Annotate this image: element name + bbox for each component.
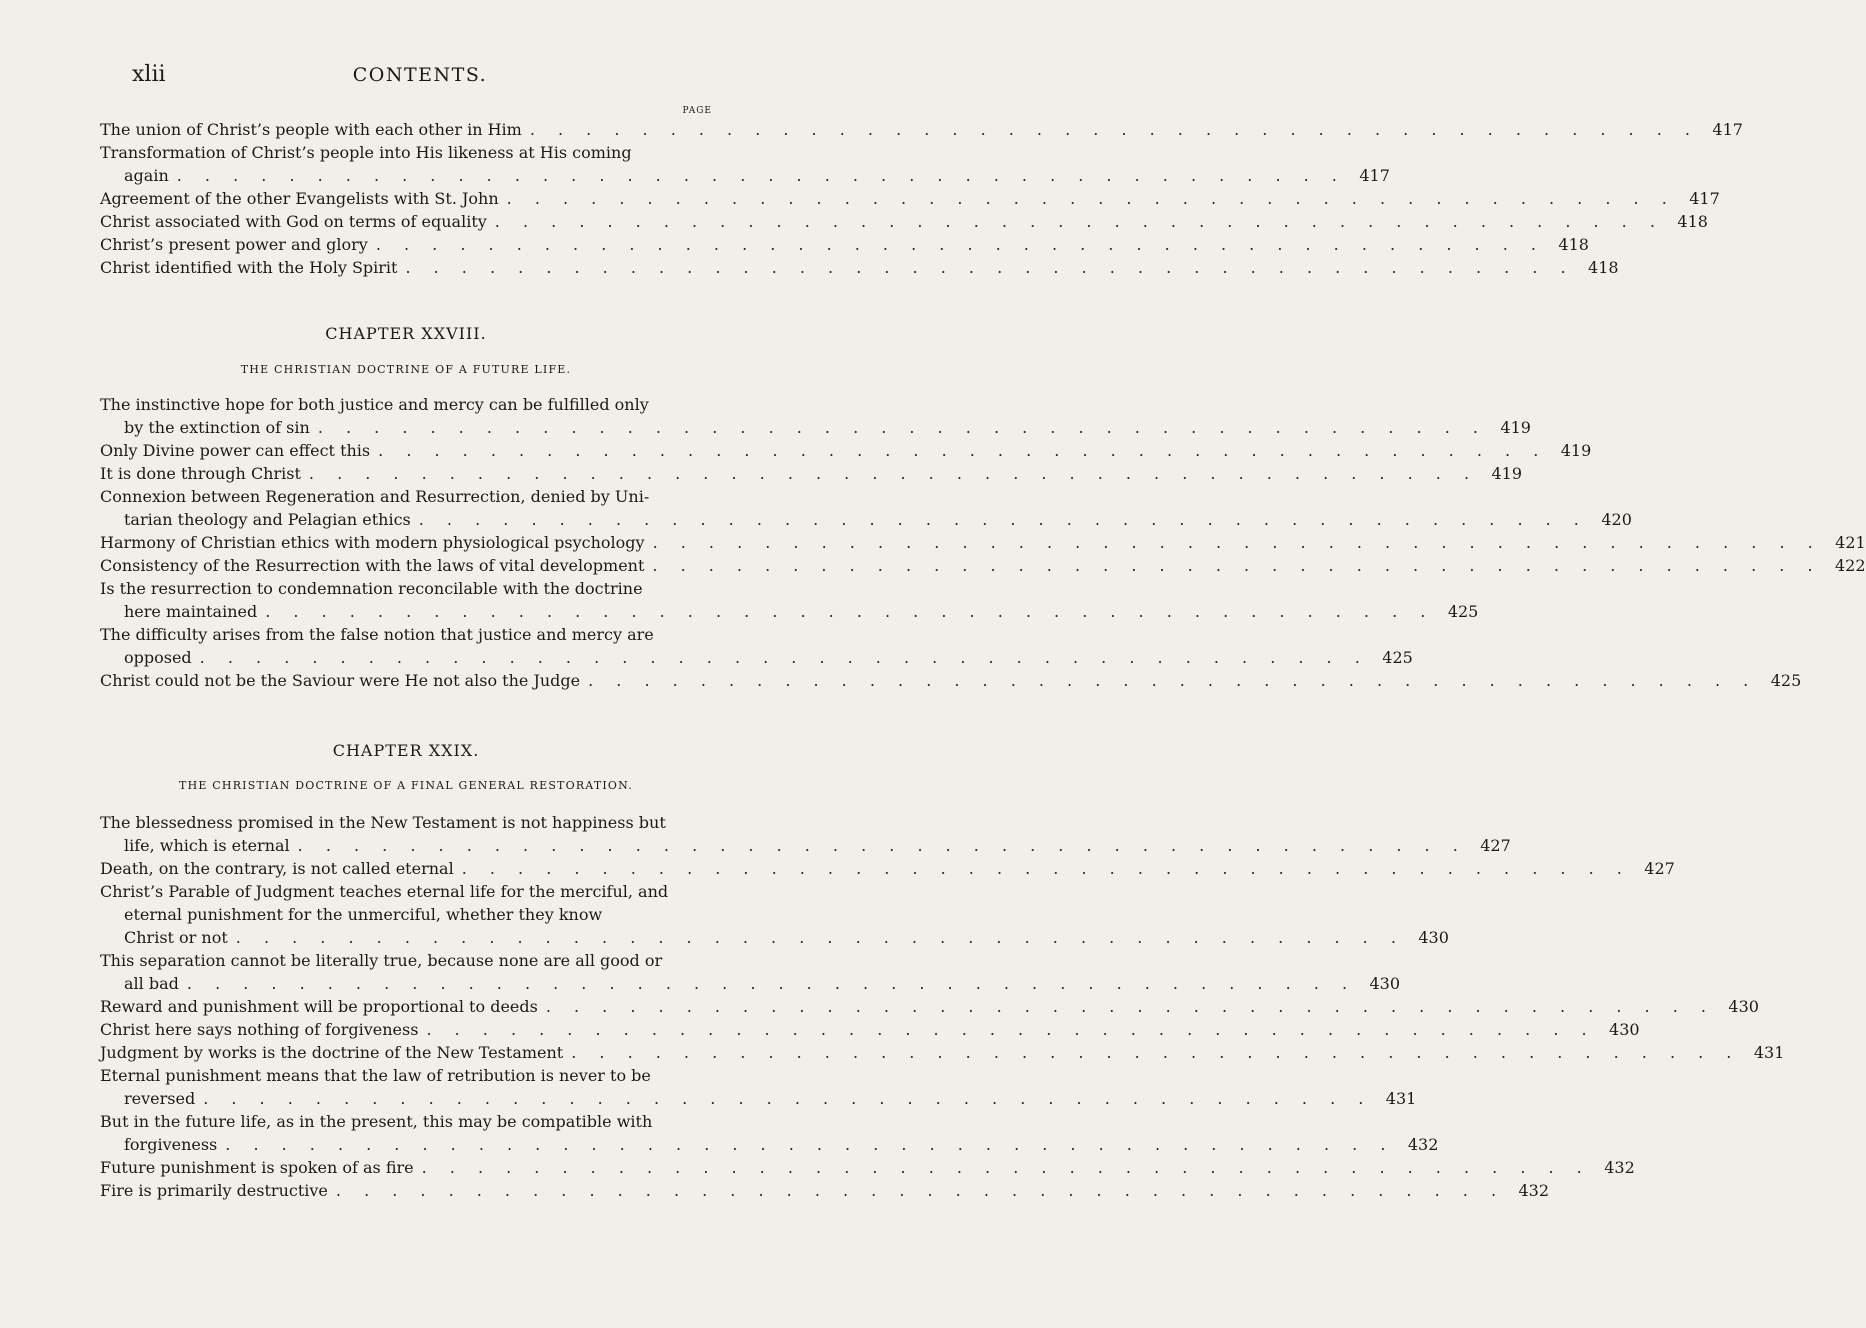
toc-entry-line: [100, 416, 1531, 439]
toc-entry: [100, 141, 1390, 187]
dot-leader: . . . . . . . . . . . . . . . . . . . . . . . . . . . . . . . . . . . . . . . . . .: [378, 441, 1548, 460]
chapter-29-subtitle: THE CHRISTIAN DOCTRINE OF A FINAL GENERAL RESTORATION.: [179, 779, 633, 792]
toc-entry: [100, 210, 1708, 233]
toc-page-number: 418: [1558, 235, 1589, 254]
dot-leader: . . . . . . . . . . . . . . . . . . . . . . . . . . . . . . . . . . . . . . . . . .: [506, 189, 1676, 208]
running-title: CONTENTS.: [352, 64, 488, 86]
toc-entry-text: Harmony of Christian ethics with modern physiological psychology: [100, 533, 645, 552]
toc-entry-line: [100, 669, 1802, 692]
toc-entry: [100, 485, 1632, 531]
toc-entry-text: Christ here says nothing of forgiveness: [100, 1020, 419, 1039]
toc-entry-text: But in the future life, as in the present, this may be compatible with: [100, 1112, 653, 1131]
toc-entry-text: Agreement of the other Evangelists with St. John: [100, 189, 499, 208]
toc-entry: [100, 118, 1743, 141]
toc-entry-text: This separation cannot be literally true, because none are all good or: [100, 951, 663, 970]
toc-entry-text: here maintained: [124, 602, 258, 621]
toc-entry-line: [100, 834, 1511, 857]
toc-entry-text: again: [124, 166, 169, 185]
toc-entry: [100, 623, 1413, 669]
toc-page-number: 427: [1480, 836, 1511, 855]
toc-entry-text: The instinctive hope for both justice and mercy can be fulfilled only: [100, 395, 649, 414]
chapter-28-title: CHAPTER XXVIII.: [325, 324, 487, 343]
toc-entry-line: [100, 118, 1743, 141]
toc-entry: [100, 187, 1720, 210]
toc-page-number: 430: [1609, 1020, 1640, 1039]
toc-entry-line: [100, 1156, 1635, 1179]
contents-list-chapter-28: [100, 393, 1866, 692]
toc-entry-text: by the extinction of sin: [124, 418, 310, 437]
toc-entry-line: [100, 485, 712, 508]
toc-entry-line: [100, 1087, 1417, 1110]
toc-entry-text: Christ’s present power and glory: [100, 235, 368, 254]
toc-entry-line: [100, 577, 712, 600]
dot-leader: . . . . . . . . . . . . . . . . . . . . . . . . . . . . . . . . . . . . . . . . . .: [652, 533, 1822, 552]
toc-entry-line: [100, 531, 1866, 554]
toc-entry-line: [100, 646, 1413, 669]
toc-entry-text: tarian theology and Pelagian ethics: [124, 510, 411, 529]
dot-leader: . . . . . . . . . . . . . . . . . . . . . . . . . . . . . . . . . . . . . . . . . .: [375, 235, 1545, 254]
dot-leader: . . . . . . . . . . . . . . . . . . . . . . . . . . . . . . . . . . . . . . . . . .: [186, 974, 1357, 993]
toc-entry-text: Christ associated with God on terms of equality: [100, 212, 487, 231]
toc-page-number: 431: [1385, 1089, 1417, 1108]
toc-page-number: 430: [1728, 997, 1759, 1016]
page-column-label: PAGE: [682, 106, 712, 116]
toc-entry-line: [100, 210, 1708, 233]
toc-page-number: 425: [1770, 671, 1802, 690]
toc-entry: [100, 1064, 1417, 1110]
toc-entry-text: Transformation of Christ’s people into His likeness at His coming: [100, 143, 632, 162]
toc-page-number: 419: [1560, 441, 1592, 460]
toc-entry-text: The union of Christ’s people with each other in Him: [100, 120, 522, 139]
toc-entry-line: [100, 857, 1675, 880]
toc-entry-text: Christ identified with the Holy Spirit: [100, 258, 398, 277]
contents-list-top: [100, 118, 1743, 279]
toc-entry: [100, 857, 1675, 880]
toc-entry: [100, 256, 1619, 279]
dot-leader: . . . . . . . . . . . . . . . . . . . . . . . . . . . . . . . . . . . . . . . . . .: [545, 997, 1715, 1016]
toc-page-number: 419: [1491, 464, 1523, 483]
toc-entry-line: [100, 949, 712, 972]
toc-entry: [100, 880, 1449, 949]
dot-leader: . . . . . . . . . . . . . . . . . . . . . . . . . . . . . . . . . . . . . . . . . .: [335, 1181, 1506, 1200]
toc-entry-text: It is done through Christ: [100, 464, 301, 483]
page-number: xlii: [132, 62, 166, 87]
toc-entry-line: [100, 600, 1479, 623]
toc-page-number: 432: [1407, 1135, 1439, 1154]
dot-leader: . . . . . . . . . . . . . . . . . . . . . . . . . . . . . . . . . . . . . . . . . .: [571, 1043, 1741, 1062]
toc-entry: [100, 1018, 1640, 1041]
toc-entry-line: [100, 554, 1866, 577]
toc-entry: [100, 1156, 1635, 1179]
toc-entry-text: Christ or not: [124, 928, 228, 947]
dot-leader: . . . . . . . . . . . . . . . . . . . . . . . . . . . . . . . . . . . . . . . . . .: [461, 859, 1631, 878]
toc-page-number: 417: [1359, 166, 1390, 185]
chapter-28-subtitle: THE CHRISTIAN DOCTRINE OF A FUTURE LIFE.: [240, 363, 572, 376]
toc-page-number: 427: [1644, 859, 1675, 878]
toc-entry-line: [100, 1110, 712, 1133]
toc-entry: [100, 1041, 1785, 1064]
toc-entry-line: [100, 903, 712, 926]
toc-entry-text: Death, on the contrary, is not called eternal: [100, 859, 454, 878]
toc-entry-line: [100, 1179, 1550, 1202]
toc-page-number: 430: [1418, 928, 1449, 947]
toc-entry-text: Reward and punishment will be proportional to deeds: [100, 997, 538, 1016]
contents-list-chapter-29: [100, 811, 1785, 1202]
toc-page-number: 418: [1677, 212, 1708, 231]
toc-page-number: 419: [1500, 418, 1531, 437]
toc-entry-line: [100, 1133, 1439, 1156]
toc-page-number: 431: [1753, 1043, 1785, 1062]
toc-entry-line: [100, 995, 1759, 1018]
toc-page-number: 417: [1712, 120, 1743, 139]
toc-entry-text: eternal punishment for the unmerciful, whether they know: [124, 905, 603, 924]
toc-entry-line: [100, 164, 1390, 187]
dot-leader: . . . . . . . . . . . . . . . . . . . . . . . . . . . . . . . . . . . . . . . . . .: [418, 510, 1588, 529]
toc-entry-line: [100, 1041, 1785, 1064]
dot-leader: . . . . . . . . . . . . . . . . . . . . . . . . . . . . . . . . . . . . . . . . . .: [529, 120, 1699, 139]
toc-entry: [100, 531, 1866, 554]
toc-entry-line: [100, 256, 1619, 279]
toc-entry-text: The blessedness promised in the New Testament is not happiness but: [100, 813, 666, 832]
toc-entry-line: [100, 439, 1592, 462]
toc-entry-text: opposed: [124, 648, 192, 667]
toc-entry-text: Fire is primarily destructive: [100, 1181, 328, 1200]
toc-entry: [100, 577, 1479, 623]
toc-page-number: 418: [1588, 258, 1619, 277]
dot-leader: . . . . . . . . . . . . . . . . . . . . . . . . . . . . . . . . . . . . . . . . . .: [235, 928, 1405, 947]
toc-page-number: 430: [1369, 974, 1401, 993]
dot-leader: . . . . . . . . . . . . . . . . . . . . . . . . . . . . . . . . . . . . . . . . . .: [297, 836, 1467, 855]
toc-entry-text: Christ’s Parable of Judgment teaches eternal life for the merciful, and: [100, 882, 669, 901]
toc-entry-line: [100, 393, 712, 416]
toc-page-number: 417: [1689, 189, 1720, 208]
toc-entry: [100, 1110, 1439, 1156]
toc-entry-text: Eternal punishment means that the law of retribution is never to be: [100, 1066, 651, 1085]
toc-entry-text: Is the resurrection to condemnation reconcilable with the doctrine: [100, 579, 643, 598]
toc-entry-line: [100, 508, 1632, 531]
toc-entry-text: forgiveness: [124, 1135, 218, 1154]
dot-leader: . . . . . . . . . . . . . . . . . . . . . . . . . . . . . . . . . . . . . . . . . .: [405, 258, 1575, 277]
toc-page-number: 420: [1601, 510, 1632, 529]
toc-page-number: 432: [1518, 1181, 1550, 1200]
toc-page-number: 432: [1604, 1158, 1635, 1177]
toc-entry-line: [100, 141, 712, 164]
toc-page-number: 425: [1382, 648, 1413, 667]
dot-leader: . . . . . . . . . . . . . . . . . . . . . . . . . . . . . . . . . . . . . . . . . .: [199, 648, 1369, 667]
toc-entry: [100, 393, 1531, 439]
dot-leader: . . . . . . . . . . . . . . . . . . . . . . . . . . . . . . . . . . . . . . . . . .: [421, 1158, 1591, 1177]
toc-entry: [100, 811, 1511, 857]
toc-entry-text: Future punishment is spoken of as fire: [100, 1158, 414, 1177]
dot-leader: . . . . . . . . . . . . . . . . . . . . . . . . . . . . . . . . . . . . . . . . . .: [588, 671, 1758, 690]
toc-entry-line: [100, 880, 712, 903]
toc-entry-text: Judgment by works is the doctrine of the New Testament: [100, 1043, 564, 1062]
toc-entry-line: [100, 972, 1401, 995]
toc-entry: [100, 949, 1401, 995]
toc-entry-line: [100, 233, 1589, 256]
toc-entry-text: all bad: [124, 974, 179, 993]
toc-entry: [100, 439, 1592, 462]
chapter-29-title: CHAPTER XXIX.: [332, 741, 480, 760]
toc-entry: [100, 1179, 1550, 1202]
toc-entry: [100, 554, 1866, 577]
dot-leader: . . . . . . . . . . . . . . . . . . . . . . . . . . . . . . . . . . . . . . . . . .: [265, 602, 1435, 621]
toc-entry-text: life, which is eternal: [124, 836, 290, 855]
toc-entry: [100, 995, 1759, 1018]
dot-leader: . . . . . . . . . . . . . . . . . . . . . . . . . . . . . . . . . . . . . . . . . .: [494, 212, 1664, 231]
dot-leader: . . . . . . . . . . . . . . . . . . . . . . . . . . . . . . . . . . . . . . . . . .: [426, 1020, 1596, 1039]
dot-leader: . . . . . . . . . . . . . . . . . . . . . . . . . . . . . . . . . . . . . . . . . .: [308, 464, 1479, 483]
dot-leader: . . . . . . . . . . . . . . . . . . . . . . . . . . . . . . . . . . . . . . . . . .: [176, 166, 1346, 185]
toc-entry-text: Connexion between Regeneration and Resurrection, denied by Uni-: [100, 487, 650, 506]
toc-entry: [100, 233, 1589, 256]
toc-entry-text: The difficulty arises from the false notion that justice and mercy are: [100, 625, 654, 644]
toc-entry: [100, 462, 1523, 485]
toc-entry: [100, 669, 1802, 692]
toc-entry-line: [100, 1018, 1640, 1041]
toc-entry-line: [100, 926, 1449, 949]
toc-entry-line: [100, 811, 712, 834]
dot-leader: . . . . . . . . . . . . . . . . . . . . . . . . . . . . . . . . . . . . . . . . . .: [652, 556, 1822, 575]
toc-page-number: 425: [1447, 602, 1479, 621]
dot-leader: . . . . . . . . . . . . . . . . . . . . . . . . . . . . . . . . . . . . . . . . . .: [203, 1089, 1373, 1108]
toc-entry-line: [100, 187, 1720, 210]
toc-entry-line: [100, 1064, 712, 1087]
toc-page-number: 422: [1834, 556, 1866, 575]
toc-page-number: 421: [1835, 533, 1866, 552]
dot-leader: . . . . . . . . . . . . . . . . . . . . . . . . . . . . . . . . . . . . . . . . . .: [225, 1135, 1395, 1154]
toc-entry-text: Consistency of the Resurrection with the laws of vital development: [100, 556, 645, 575]
toc-entry-line: [100, 462, 1523, 485]
toc-entry-text: reversed: [124, 1089, 196, 1108]
toc-entry-line: [100, 623, 712, 646]
dot-leader: . . . . . . . . . . . . . . . . . . . . . . . . . . . . . . . . . . . . . . . . . .: [317, 418, 1487, 437]
page-header: [0, 62, 800, 96]
toc-entry-text: Only Divine power can effect this: [100, 441, 371, 460]
toc-entry-text: Christ could not be the Saviour were He not also the Judge: [100, 671, 581, 690]
